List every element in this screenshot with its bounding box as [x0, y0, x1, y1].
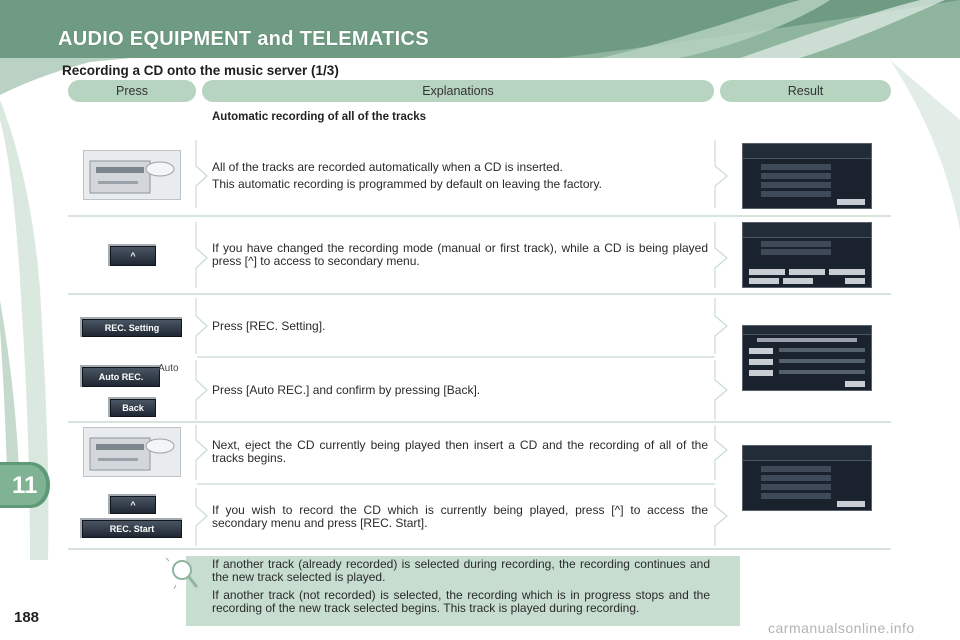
cd-slot-illustration: [83, 150, 181, 200]
result-screen-secondary-menu: [742, 222, 872, 288]
cd-slot-illustration: [83, 427, 181, 477]
auto-rec-label: Auto REC.: [82, 367, 160, 387]
result-screen-rec-setting: [742, 325, 872, 391]
rec-setting-button[interactable]: [80, 317, 182, 337]
row6-text: If you wish to record the CD which is currently being played, press [^] to access the secondary menu and press [REC. Start].: [212, 503, 708, 530]
row2-text: If you have changed the recording mode (manual or first track), while a CD is being played press [^] to access to secondary menu.: [212, 241, 708, 268]
subheading: Automatic recording of all of the tracks: [212, 111, 427, 123]
column-header-press: Press: [68, 80, 196, 102]
rec-start-button[interactable]: [80, 518, 182, 538]
row4-text: Press [Auto REC.] and confirm by pressing [Back].: [212, 383, 481, 397]
up-button[interactable]: [108, 494, 156, 514]
rec-start-label: REC. Start: [82, 520, 182, 538]
cd-slot-icon: [84, 151, 180, 199]
back-button-label: Back: [110, 399, 156, 417]
result-screen-track-list: [742, 143, 872, 209]
page-header-title: AUDIO EQUIPMENT and TELEMATICS: [58, 28, 429, 50]
cd-slot-icon: [84, 428, 180, 476]
back-button[interactable]: [108, 397, 156, 417]
auto-rec-button[interactable]: [80, 365, 160, 387]
auto-tag-label: Auto: [158, 363, 179, 374]
page-number: 188: [14, 609, 40, 626]
section-title: Recording a CD onto the music server (1/3): [62, 63, 339, 78]
explanation-cell-outlines: [195, 138, 730, 558]
chapter-number: 11: [12, 472, 38, 499]
row1-text-line2: This automatic recording is programmed by default on leaving the factory.: [212, 177, 602, 191]
column-header-result: Result: [720, 80, 891, 102]
row5-text: Next, eject the CD currently being played then insert a CD and the recording of all of the tracks begins.: [212, 438, 708, 465]
result-screen-recording: [742, 445, 872, 511]
tip-paragraph-2: If another track (not recorded) is selected, the recording which is in progress stops and the recording of the new track selected begins. This track is played during recording.: [212, 588, 710, 615]
tip-paragraph-1: If another track (already recorded) is selected during recording, the recording continues and the new track selected is played.: [212, 557, 710, 584]
footer-watermark: carmanualsonline.info: [768, 620, 915, 636]
up-button-label: ^: [110, 246, 156, 266]
column-header-explanations: Explanations: [202, 80, 714, 102]
rec-setting-label: REC. Setting: [82, 319, 182, 337]
row1-text-line1: All of the tracks are recorded automatically when a CD is inserted.: [212, 160, 563, 174]
up-button[interactable]: [108, 244, 156, 266]
magnifier-icon: [164, 556, 200, 590]
row3-text: Press [REC. Setting].: [212, 319, 326, 333]
up-button-label: ^: [110, 496, 156, 514]
